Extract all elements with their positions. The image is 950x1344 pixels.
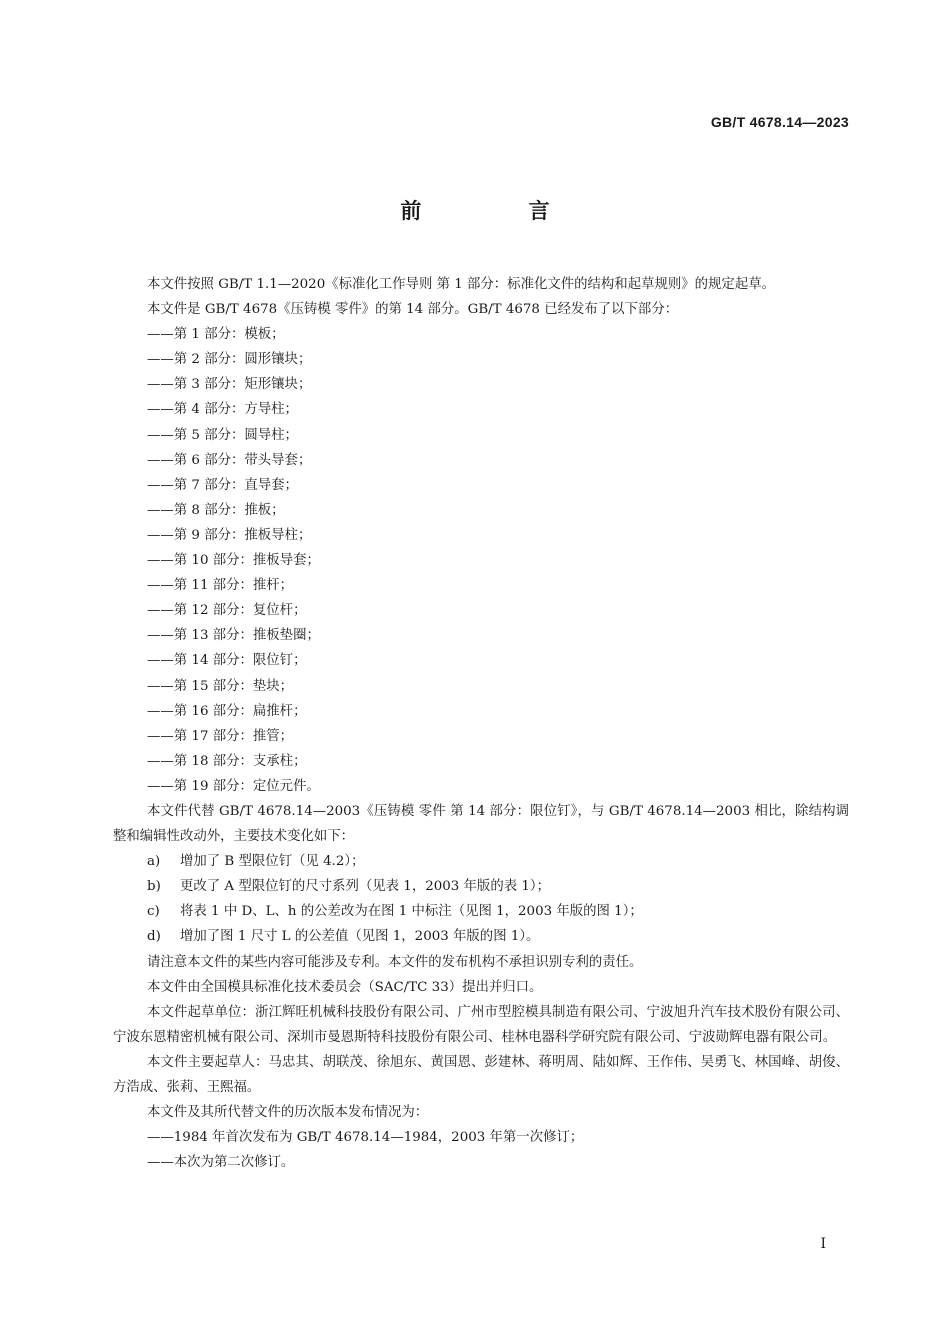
foreword-body (113, 272, 849, 1175)
item-label: c) (147, 904, 160, 920)
item-text: 增加了 B 型限位钉（见 4.2）； (180, 854, 365, 870)
list-item (113, 849, 849, 874)
list-item: ——第 7 部分：直导套； (147, 477, 298, 493)
item-text: 将表 1 中 D、L、h 的公差改为在图 1 中标注（见图 1，2003 年版的图 1）； (180, 904, 643, 920)
list-item: ——第 16 部分：扁推杆； (147, 703, 307, 719)
paragraph-replaces: 本文件代替 GB/T 4678.14—2003《压铸模 零件 第 14 部分：限位钉》，与 GB/T 4678.14—2003 相比，除结构调整和编辑性改动外，主要技术变化如下： (113, 803, 849, 845)
list-item: ——1984 年首次发布为 GB/T 4678.14—1984，2003 年第一次修订； (147, 1130, 584, 1146)
list-item: ——第 2 部分：圆形镶块； (147, 352, 312, 368)
paragraph-patent-notice: 请注意本文件的某些内容可能涉及专利。本文件的发布机构不承担识别专利的责任。 (147, 954, 643, 970)
list-item: ——第 15 部分：垫块； (147, 678, 294, 694)
list-item: ——第 19 部分：定位元件。 (147, 778, 320, 794)
list-item: ——第 13 部分：推板垫圈； (147, 628, 320, 644)
list-item (113, 924, 849, 949)
list-item: ——第 12 部分：复位杆； (147, 603, 307, 619)
list-item (113, 874, 849, 899)
list-item: ——本次为第二次修订。 (147, 1155, 295, 1171)
item-text: 更改了 A 型限位钉的尺寸系列（见表 1，2003 年版的表 1）； (180, 879, 550, 895)
history-list (113, 1125, 849, 1175)
list-item: ——第 5 部分：圆导柱； (147, 427, 298, 443)
item-label: d) (147, 929, 161, 945)
list-item: ——第 9 部分：推板导柱； (147, 527, 312, 543)
list-item: ——第 14 部分：限位钉； (147, 653, 307, 669)
list-item: ——第 6 部分：带头导套； (147, 452, 312, 468)
standard-code: GB/T 4678.14—2023 (710, 114, 849, 130)
item-text: 增加了图 1 尺寸 L 的公差值（见图 1，2003 年版的图 1）。 (180, 929, 540, 945)
changes-list (113, 849, 849, 949)
list-item (113, 899, 849, 924)
list-item: ——第 1 部分：模板； (147, 327, 285, 343)
paragraph-drafters: 本文件主要起草人：马忠其、胡联茂、徐旭东、黄国恩、彭建林、蒋明周、陆如辉、王作伟、吴勇飞、林国峰、胡俊、方浩成、张莉、王熙福。 (113, 1054, 849, 1095)
parts-list (113, 322, 849, 799)
list-item: ——第 18 部分：支承柱； (147, 753, 307, 769)
list-item: ——第 3 部分：矩形镶块； (147, 377, 312, 393)
paragraph-drafting-rules: 本文件按照 GB/T 1.1—2020《标准化工作导则 第 1 部分：标准化文件的结构和起草规则》的规定起草。 (147, 277, 775, 292)
list-item: ——第 4 部分：方导柱； (147, 402, 298, 418)
list-item: ——第 11 部分：推杆； (147, 578, 294, 594)
item-label: b) (147, 879, 161, 895)
paragraph-history-intro: 本文件及其所代替文件的历次版本发布情况为： (147, 1105, 429, 1121)
paragraph-proposer: 本文件由全国模具标准化技术委员会（SAC/TC 33）提出并归口。 (147, 979, 543, 995)
item-label: a) (147, 854, 161, 870)
page-title: 前 言 (400, 199, 600, 223)
list-item: ——第 8 部分：推板； (147, 502, 285, 518)
list-item: ——第 10 部分：推板导套； (147, 553, 320, 569)
paragraph-drafting-units: 本文件起草单位：浙江辉旺机械科技股份有限公司、广州市型腔模具制造有限公司、宁波旭升汽车技术股份有限公司、宁波东恩精密机械有限公司、深圳市曼恩斯特科技股份有限公司、桂林电器科学研究院有限公司、宁波勋辉电器有限公司。 (113, 1004, 849, 1045)
list-item: ——第 17 部分：推管； (147, 728, 294, 744)
page-number: I (820, 1236, 826, 1252)
paragraph-series-intro: 本文件是 GB/T 4678《压铸模 零件》的第 14 部分。GB/T 4678 已经发布了以下部分： (147, 302, 679, 318)
